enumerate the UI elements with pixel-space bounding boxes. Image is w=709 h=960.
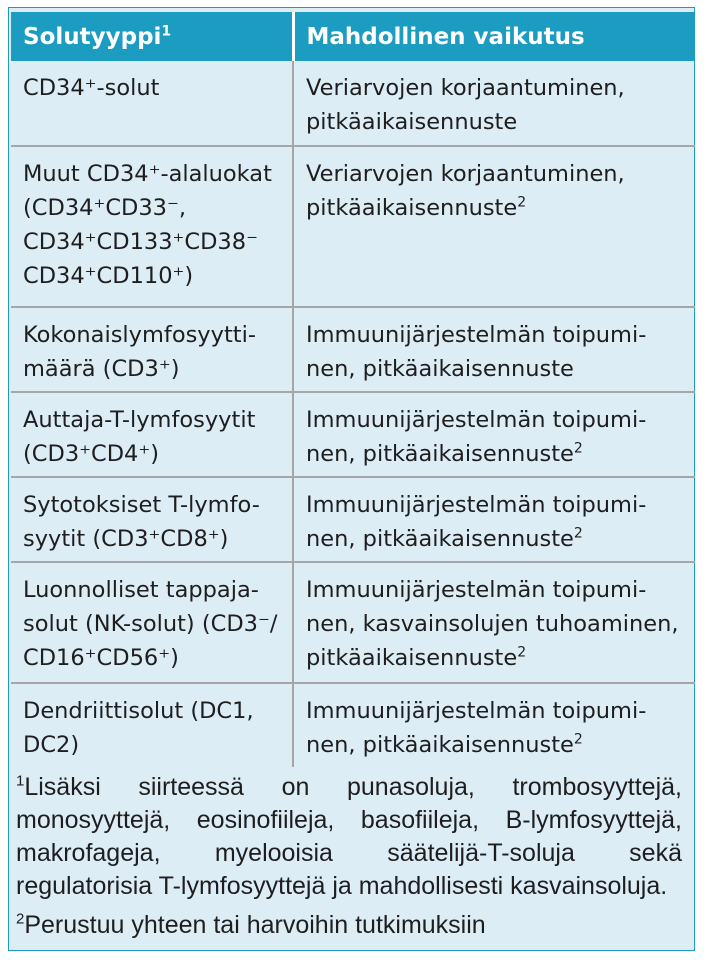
effect: Veriarvojen korjaantuminen, pitkäaikaisennuste$^2$ [293,146,695,307]
table-row [11,392,695,477]
footnote-mark: 2 [16,910,25,928]
footnote-ref: 2 [573,440,583,457]
cell-type: Sytotoksiset T-lymfo- syytit (CD3⁺CD8⁺) [11,477,293,562]
cell-type: Dendriittisolut (DC1, DC2) [11,683,293,767]
footnote-2 [9,909,694,942]
footnote-mark: 1 [16,772,25,790]
effect: Veriarvojen korjaantuminen, pitkäaikaisennuste [293,61,695,146]
table-row [11,307,695,392]
footnote-1 [9,771,694,903]
footnote-text: Lisäksi siirteessä on punasoluja, trombosyyttejä, monosyyttejä, eosinofiileja, basofiileja, B-lymfosyyttejä, makrofageja, myelooisia säätelijä-T-soluja sekä regulatorisia T-lymfosyyttejä ja mahdollisesti kasvainsoluja. [16,773,682,900]
footnote-ref: 2 [517,644,527,661]
header-cell-type-label: Solutyyppi [23,23,162,50]
footnote-ref: 1 [161,22,172,39]
cell-type: CD34⁺-solut [11,61,293,146]
header-effect: Mahdollinen vaikutus [293,12,695,61]
cell-type: Auttaja-T-lymfosyytit (CD3⁺CD4⁺) [11,392,293,477]
footnote-ref: 2 [573,525,583,542]
table-row [11,562,695,683]
footnote-ref: 2 [517,194,527,211]
cell-type: Muut CD34⁺-alaluokat (CD34⁺CD33⁻, CD34⁺CD133⁺CD38⁻ CD34⁺CD110⁺) [11,146,293,307]
footnote-ref: 2 [573,731,583,748]
effect: Immuunijärjestelmän toipumi- nen, pitkäaikaisennuste$^2$ [306,698,647,758]
cell-type: Kokonaislymfosyytti- määrä (CD3⁺) [11,307,293,392]
effect: Immuunijärjestelmän toipumi- nen, pitkäaikaisennuste$^2$ [293,392,695,477]
table-row [11,477,695,562]
effect: Immuunijärjestelmän toipumi- nen, pitkäaikaisennuste [293,307,695,392]
effect: Immuunijärjestelmän toipumi- nen, pitkäaikaisennuste$^2$ [293,477,695,562]
cell-type: Luonnolliset tappaja- solut (NK-solut) (CD3⁻/ CD16⁺CD56⁺) [11,562,293,683]
table-box [8,7,695,951]
table-row [11,683,695,767]
cell-type-table [11,12,695,767]
header-cell-type [11,12,293,61]
footnote-text: Perustuu yhteen tai harvoihin tutkimuksiin [24,911,486,939]
table-row [11,146,695,307]
effect: Immuunijärjestelmän toipumi- nen, kasvainsolujen tuhoaminen, pitkäaikaisennuste$^2$ [293,562,695,683]
table-row [11,61,695,146]
header-row [11,12,695,61]
